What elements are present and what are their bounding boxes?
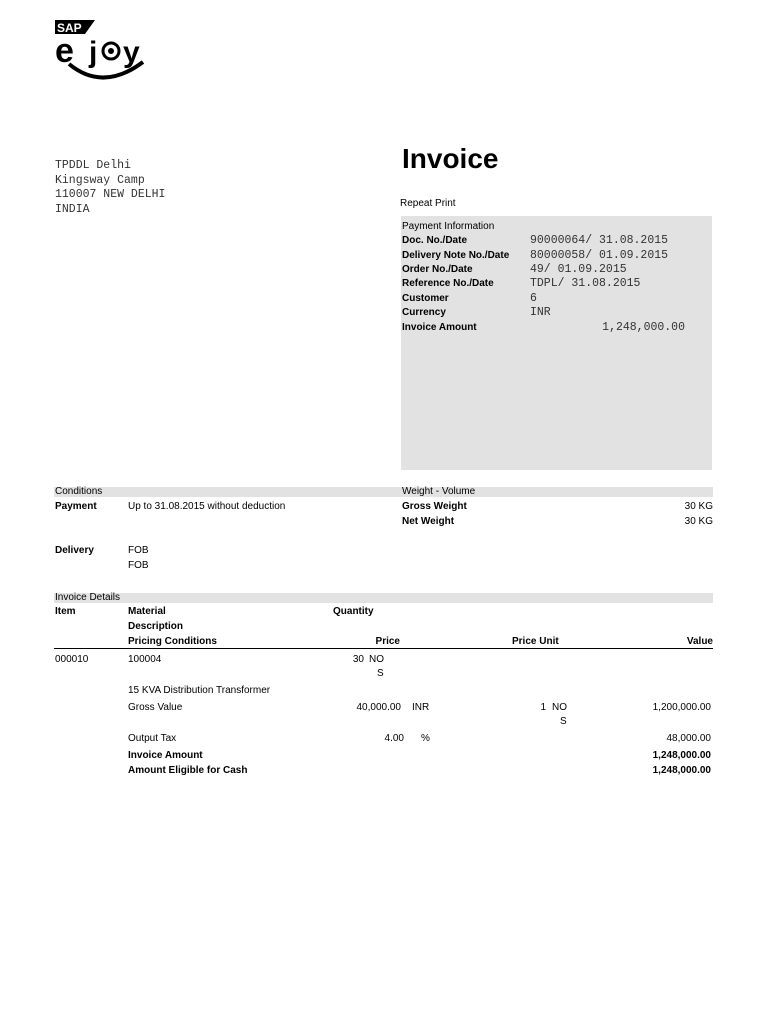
cash-amount-label: Amount Eligible for Cash [128,765,248,776]
column-header-quantity: Quantity [333,606,374,617]
address-line: TPDDL Delhi [55,159,131,172]
cash-amount-total: 1,248,000.00 [652,765,711,776]
payment-info-label: Customer [402,293,449,304]
item-material: 100004 [128,654,162,665]
column-header-description: Description [128,621,184,632]
repeat-print-label: Repeat Print [400,198,456,209]
gross-value-per-qty: 1 [540,702,546,713]
invoice-amount-total: 1,248,000.00 [652,750,711,761]
weight-volume-heading: Weight - Volume [402,486,476,497]
payment-terms: Up to 31.08.2015 without deduction [128,501,286,512]
payment-info-label: Invoice Amount [402,322,477,333]
output-tax-unit: % [421,733,430,744]
payment-info-label: Currency [402,307,446,318]
payment-info-label: Doc. No./Date [402,235,468,246]
delivery-value: FOB [128,545,149,556]
net-weight-value: 30 KG [684,516,713,527]
gross-weight-label: Gross Weight [402,501,467,512]
conditions-heading: Conditions [55,486,103,497]
payment-info-value: INR [530,306,551,319]
delivery-label: Delivery [55,545,94,556]
gross-value-label: Gross Value [128,702,183,713]
column-header-material: Material [128,606,166,617]
column-header-price: Price [375,636,400,647]
svg-text:e: e [55,32,74,70]
item-unit-suffix: S [377,668,384,679]
delivery-value: FOB [128,560,149,571]
column-header-price-unit: Price Unit [512,636,559,647]
item-unit: NO [369,654,384,665]
document-title: Invoice [402,143,499,174]
gross-value-per-unit-suffix: S [560,716,567,727]
gross-value-per-unit: NO [552,702,567,713]
logo-brand-text: SAP [57,21,82,35]
address-line: 110007 NEW DELHI [55,188,166,201]
payment-info-label: Delivery Note No./Date [402,250,510,261]
gross-value-price: 40,000.00 [356,702,401,713]
output-tax-label: Output Tax [128,733,177,744]
address-line: INDIA [55,202,90,216]
conditions-band [54,487,713,497]
invoice-amount-label: Invoice Amount [128,750,203,761]
output-tax-amount: 48,000.00 [666,733,711,744]
address-line: Kingsway Camp [55,173,145,187]
payment-label: Payment [55,501,97,512]
payment-info-value: 80000058/ 01.09.2015 [530,249,669,262]
column-header-pricing-conditions: Pricing Conditions [128,636,217,647]
logo-graphic [55,18,155,82]
gross-weight-value: 30 KG [684,501,713,512]
payment-info-value: 6 [530,292,537,305]
item-number: 000010 [55,654,89,665]
gross-value-currency: INR [412,702,430,713]
svg-text:y: y [123,36,140,69]
payment-info-label: Order No./Date [402,264,473,275]
column-header-value: Value [686,636,713,647]
svg-text:j: j [89,36,98,69]
address-block [55,159,165,217]
gross-value-amount: 1,200,000.00 [652,702,711,713]
invoice-details-heading: Invoice Details [55,592,121,603]
header-divider [54,648,713,649]
item-quantity: 30 [352,654,364,665]
invoice-details-band [54,593,713,603]
item-description: 15 KVA Distribution Transformer [128,685,271,696]
payment-info-value: 49/ 01.09.2015 [530,263,627,276]
sap-enjoy-logo [55,18,155,82]
output-tax-rate: 4.00 [384,733,404,744]
net-weight-label: Net Weight [402,516,455,527]
payment-info-label: Reference No./Date [402,278,494,289]
payment-info-heading: Payment Information [402,221,495,232]
payment-info-value: TDPL/ 31.08.2015 [530,277,641,290]
invoice-amount-value: 1,248,000.00 [602,321,685,334]
payment-info-value: 90000064/ 31.08.2015 [530,234,669,247]
column-header-item: Item [55,606,76,617]
payment-information-box [401,216,712,470]
